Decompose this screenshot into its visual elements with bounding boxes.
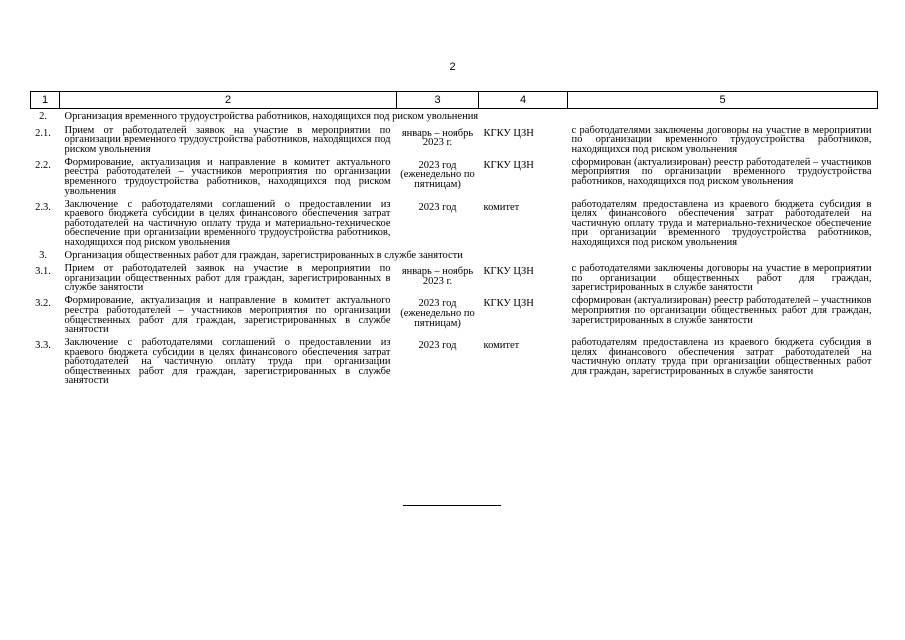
table-header-row: [31, 92, 878, 109]
item-term: 2023 год (еженедельно по пятницам): [400, 159, 475, 190]
item-result: сформирован (актуализирован) реестр работодателей – участников мероприятия по организации общественных работ для граждан, зарегистрированных в службе занятости: [571, 295, 872, 326]
item-action: Формирование, актуализация и направление в комитет актуального реестра работодателей – участников мероприятия по организации общественных работ для граждан, зарегистрированных в службе занятости: [64, 295, 391, 336]
table-row: [31, 338, 878, 386]
item-executor: КГКУ ЦЗН: [483, 298, 534, 310]
section-title: Организация временного трудоустройства работников, находящихся под риском увольнения: [64, 111, 479, 122]
item-number: 3.1.: [35, 266, 51, 278]
item-action: Прием от работодателей заявок на участие в мероприятии по организации временного трудоустройства работников, находящихся под риском увольнения: [64, 124, 391, 155]
item-number: 3.2.: [35, 298, 51, 310]
item-result: работодателям предоставлена из краевого бюджета субсидия в целях финансового обеспечения затрат работодателей на частичную оплату труда при организации общественных работ для граждан, зарегистрированных в службе занятости: [571, 337, 872, 377]
section-row: [31, 248, 878, 265]
section-number: 2.: [39, 111, 47, 122]
item-term: январь – ноябрь 2023 г.: [401, 127, 474, 149]
item-number: 3.3.: [35, 340, 51, 352]
item-result: работодателям предоставлена из краевого бюджета субсидия в целях финансового обеспечения затрат работодателей на частичную оплату труда и материально-техническое обеспечение при организации временного трудоустройства работников, находящихся под риском увольнения: [571, 198, 872, 248]
item-executor: КГКУ ЦЗН: [483, 266, 534, 278]
table-row: [31, 126, 878, 158]
table-row: [31, 158, 878, 200]
table-row: [31, 264, 878, 296]
item-executor: комитет: [483, 340, 520, 352]
plan-table: [30, 91, 878, 386]
header-col-2: 2: [60, 92, 397, 109]
section-title: Организация общественных работ для граждан, зарегистрированных в службе занятости: [64, 249, 463, 261]
item-executor: КГКУ ЦЗН: [483, 159, 534, 171]
item-term: январь – ноябрь 2023 г.: [401, 266, 474, 287]
table-row: [31, 296, 878, 338]
item-action: Формирование, актуализация и направление в комитет актуального реестра работодателей – участников мероприятия по организации временного трудоустройства работников, находящихся под риском увольнения: [64, 156, 391, 197]
item-executor: КГКУ ЦЗН: [483, 127, 534, 139]
header-col-5: 5: [568, 92, 878, 109]
item-executor: комитет: [483, 201, 520, 213]
end-of-document-line: [403, 505, 501, 506]
item-number: 2.2.: [35, 159, 51, 171]
header-col-4: 4: [479, 92, 568, 109]
item-result: с работодателями заключены договоры на участие в мероприятии по организации временного трудоустройства работников, находящихся под риском увольнения: [571, 124, 872, 155]
item-result: с работодателями заключены договоры на участие в мероприятии по организации общественных работ для граждан, зарегистрированных в службе занятости: [571, 263, 872, 294]
item-action: Заключение с работодателями соглашений о предоставлении из краевого бюджета субсидии в целях финансового обеспечения затрат работодателей на частичную оплату труда и материально-техническое обеспечение при организации временного трудоустройства работников, находящихся под риском увольнения: [64, 198, 391, 248]
item-term: 2023 год (еженедельно по пятницам): [400, 298, 475, 329]
item-term: 2023 год: [418, 201, 457, 213]
header-col-3: 3: [397, 92, 479, 109]
item-number: 2.3.: [35, 201, 51, 213]
item-number: 2.1.: [35, 127, 51, 139]
item-term: 2023 год: [418, 340, 457, 352]
table-row: [31, 200, 878, 248]
item-action: Прием от работодателей заявок на участие в мероприятии по организации общественных работ для граждан, зарегистрированных в службе занятости: [64, 263, 391, 294]
page-number: 2: [449, 61, 456, 73]
header-col-1: 1: [31, 92, 60, 109]
item-action: Заключение с работодателями соглашений о предоставлении из краевого бюджета субсидии в целях финансового обеспечения затрат работодателей на частичную оплату труда при организации общественных работ для граждан, зарегистрированных в службе занятости: [64, 337, 391, 387]
section-number: 3.: [39, 249, 47, 261]
item-result: сформирован (актуализирован) реестр работодателей – участников мероприятия по организации временного трудоустройства работников, находящихся под риском увольнения: [571, 156, 872, 187]
section-row: [31, 109, 878, 126]
